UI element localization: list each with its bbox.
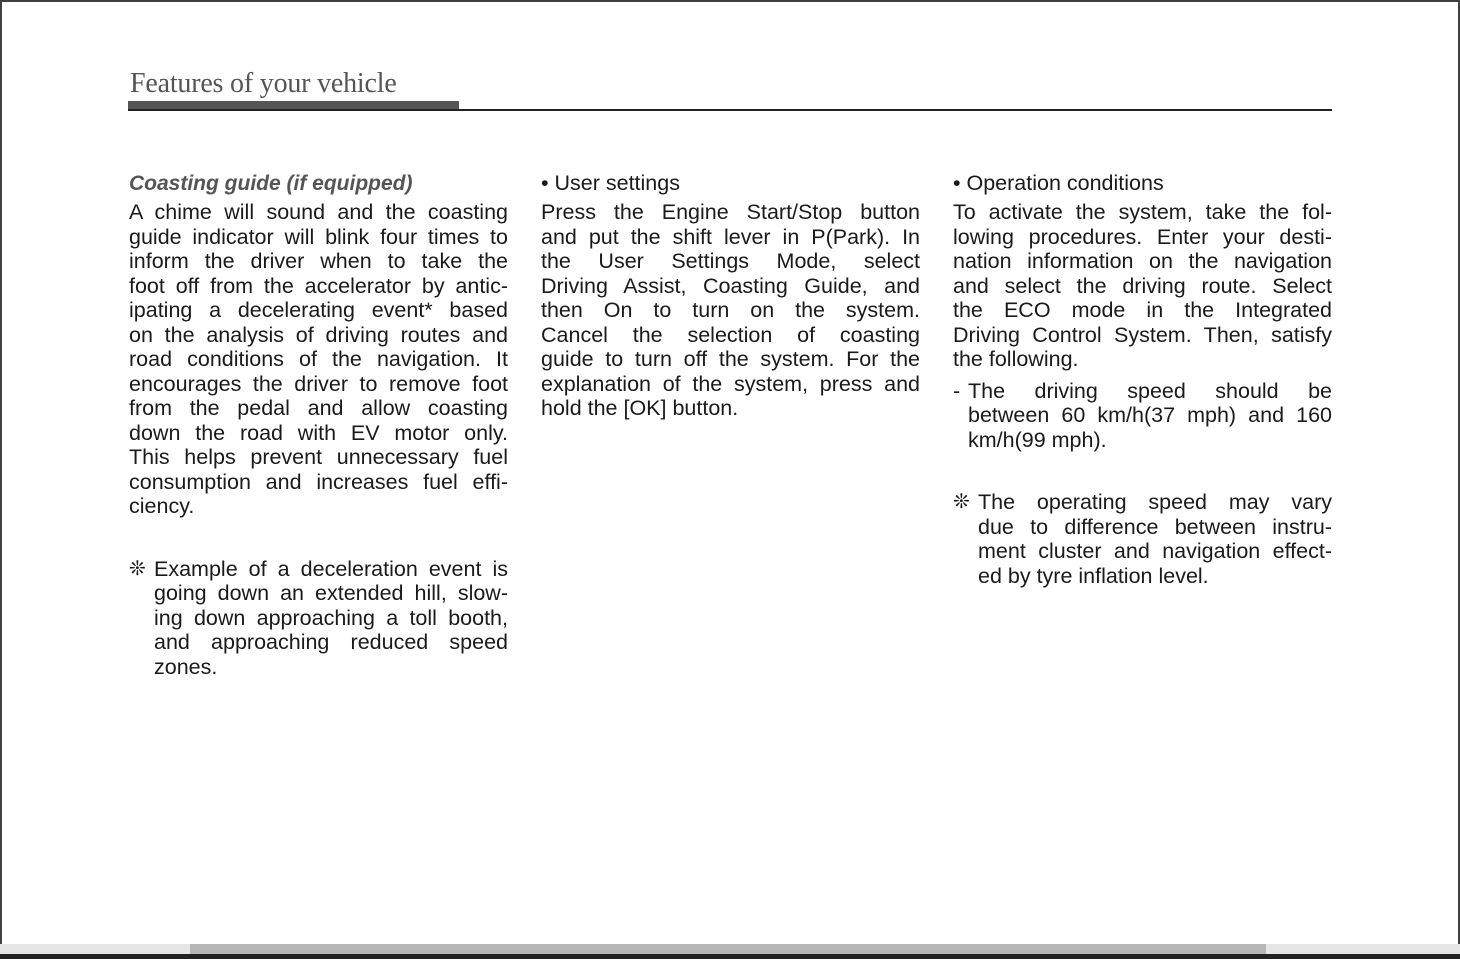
text-line: on the analysis of driving routes and bbox=[129, 322, 508, 347]
text-line: To activate the system, take the fol- bbox=[953, 200, 1332, 224]
text-line: going down an extended hill, slow- bbox=[154, 581, 508, 605]
text-line: foot off from the accelerator by antic- bbox=[129, 273, 508, 298]
text-line: inform the driver when to take the bbox=[129, 249, 508, 273]
text-line: the ECO mode in the Integrated bbox=[953, 298, 1332, 322]
asterism-note-icon: ❊ bbox=[953, 491, 970, 513]
text-line: hold the [OK] button. bbox=[541, 396, 739, 420]
text-line: ment cluster and navigation effect- bbox=[978, 539, 1332, 563]
text-line: explanation of the system, press and bbox=[541, 371, 920, 396]
text-line: and put the shift lever in P(Park). In bbox=[541, 224, 920, 249]
section-heading-user-settings: • User settings bbox=[541, 171, 680, 195]
text-line: nation information on the navigation bbox=[953, 249, 1332, 273]
text-line: from the pedal and allow coasting bbox=[129, 396, 508, 420]
column-right bbox=[953, 169, 1332, 588]
text-line: between 60 km/h(37 mph) and 160 bbox=[968, 403, 1332, 427]
text-line: A chime will sound and the coasting bbox=[129, 200, 508, 224]
column-middle bbox=[541, 169, 920, 421]
section-heading-operation-conditions: • Operation conditions bbox=[953, 171, 1164, 195]
text-line: The driving speed should be bbox=[968, 378, 1332, 403]
text-line: km/h(99 mph). bbox=[968, 427, 1107, 452]
deceleration-event-note bbox=[129, 557, 508, 680]
text-line: encourages the driver to remove foot bbox=[129, 371, 508, 396]
text-line: Driving Assist, Coasting Guide, and bbox=[541, 273, 920, 298]
text-line: Example of a deceleration event is bbox=[154, 556, 508, 581]
dash-marker: - bbox=[953, 378, 961, 403]
text-line: Driving Control System. Then, satisfy bbox=[953, 322, 1332, 347]
text-line: ing down approaching a toll booth, bbox=[154, 605, 508, 630]
page-header-title: Features of your vehicle bbox=[130, 68, 397, 99]
text-line: and select the driving route. Select bbox=[953, 273, 1332, 298]
text-line: consumption and increases fuel effi- bbox=[129, 469, 508, 494]
header-rule bbox=[128, 109, 1332, 111]
asterism-note-icon: ❊ bbox=[129, 557, 146, 580]
section-heading-coasting-guide: Coasting guide (if equipped) bbox=[129, 172, 413, 195]
text-line: and approaching reduced speed bbox=[154, 630, 508, 654]
operation-conditions-paragraph bbox=[953, 200, 1332, 372]
text-line: ipating a decelerating event* based bbox=[129, 298, 508, 322]
text-line: guide to turn off the system. For the bbox=[541, 347, 920, 371]
text-line: This helps prevent unnecessary fuel bbox=[129, 445, 508, 469]
text-line: zones. bbox=[154, 654, 218, 679]
coasting-guide-paragraph bbox=[129, 200, 508, 519]
text-line: Press the Engine Start/Stop button bbox=[541, 200, 920, 224]
horizontal-scrollbar-thumb[interactable] bbox=[190, 944, 1266, 954]
text-line: the User Settings Mode, select bbox=[541, 249, 920, 273]
user-settings-paragraph bbox=[541, 200, 920, 421]
driving-speed-condition bbox=[953, 379, 1332, 453]
window-bottom-edge bbox=[0, 954, 1460, 959]
text-line: Cancel the selection of coasting bbox=[541, 322, 920, 347]
text-line: The operating speed may vary bbox=[978, 490, 1332, 514]
text-line: ciency. bbox=[129, 494, 195, 518]
text-line: then On to turn on the system. bbox=[541, 298, 920, 322]
operating-speed-note bbox=[953, 490, 1332, 588]
text-line: down the road with EV motor only. bbox=[129, 420, 508, 445]
text-line: the following. bbox=[953, 347, 1079, 371]
text-line: ed by tyre inflation level. bbox=[978, 563, 1209, 588]
column-left bbox=[129, 169, 508, 679]
text-line: due to difference between instru- bbox=[978, 514, 1332, 539]
text-line: lowing procedures. Enter your desti- bbox=[953, 224, 1332, 249]
text-line: guide indicator will blink four times to bbox=[129, 224, 508, 249]
text-line: road conditions of the navigation. It bbox=[129, 347, 508, 371]
